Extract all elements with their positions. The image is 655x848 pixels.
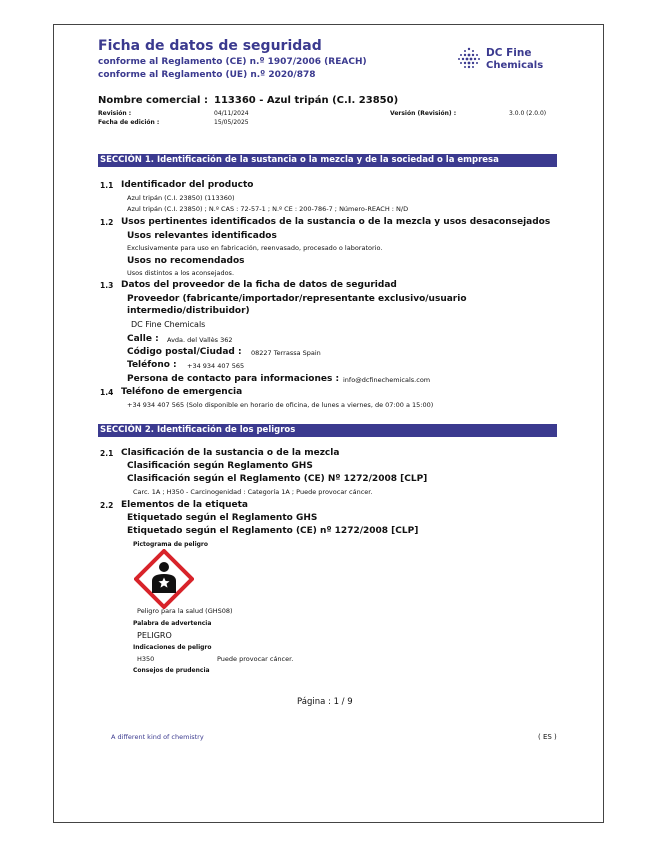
company-logo-icon bbox=[456, 46, 482, 72]
classification-heading: Clasificación de la sustancia o de la mezcla bbox=[121, 448, 340, 458]
supplier-heading: Datos del proveedor de la ficha de datos de seguridad bbox=[121, 280, 397, 290]
contact-email[interactable]: info@dcfinechemicals.com bbox=[343, 376, 431, 384]
pictogram-caption: Peligro para la salud (GHS08) bbox=[137, 607, 233, 615]
product-identifier-heading: Identificador del producto bbox=[121, 180, 254, 190]
ghs-labelling-heading: Etiquetado según el Reglamento GHS bbox=[127, 513, 318, 523]
precautionary-heading: Consejos de prudencia bbox=[133, 667, 210, 674]
edition-date-label: Fecha de edición : bbox=[98, 119, 160, 126]
clp-labelling-heading: Etiquetado según el Reglamento (CE) nº 1272/2008 [CLP] bbox=[127, 526, 419, 536]
signal-word-value: PELIGRO bbox=[137, 631, 172, 640]
phone-label: Teléfono : bbox=[127, 360, 177, 370]
subsection-number: 1.4 bbox=[100, 388, 114, 397]
pictogram-heading: Pictograma de peligro bbox=[133, 541, 208, 548]
not-recommended-heading: Usos no recomendados bbox=[127, 256, 245, 266]
footer-tagline: A different kind of chemistry bbox=[111, 733, 204, 741]
hazard-code: H350 bbox=[137, 655, 155, 663]
subsection-number: 2.1 bbox=[100, 449, 114, 458]
section-2-header: SECCIÓN 2. Identificación de los peligros bbox=[98, 424, 557, 437]
ghs-classification-heading: Clasificación según Reglamento GHS bbox=[127, 461, 313, 471]
not-recommended-text: Usos distintos a los aconsejados. bbox=[127, 269, 235, 277]
edition-date-value: 15/05/2025 bbox=[214, 119, 249, 126]
supplier-name: DC Fine Chemicals bbox=[131, 320, 206, 329]
relevant-uses-heading: Usos pertinentes identificados de la sustancia o de la mezcla y usos desaconsejados bbox=[121, 217, 551, 227]
emergency-phone-text: +34 934 407 565 (Solo disponible en horario de oficina, de lunes a viernes, de 07:00 a 15:00) bbox=[127, 401, 434, 409]
trade-name-value: 113360 - Azul tripán (C.I. 23850) bbox=[214, 95, 399, 106]
revision-label: Revisión : bbox=[98, 110, 132, 117]
subsection-number: 1.3 bbox=[100, 281, 114, 290]
revision-value: 04/11/2024 bbox=[214, 110, 249, 117]
relevant-uses-subheading: Usos relevantes identificados bbox=[127, 231, 277, 241]
emergency-phone-heading: Teléfono de emergencia bbox=[121, 387, 243, 397]
version-value: 3.0.0 (2.0.0) bbox=[509, 110, 547, 117]
product-identifier-line: Azul tripán (C.I. 23850) (113360) bbox=[127, 194, 235, 202]
document-page bbox=[53, 24, 604, 823]
health-hazard-pictogram-icon bbox=[134, 549, 194, 609]
hazard-text: Puede provocar cáncer. bbox=[217, 655, 294, 663]
logo-text-chemicals: Chemicals bbox=[486, 60, 544, 71]
regulation-reach: conforme al Reglamento (CE) n.º 1907/2006 (REACH) bbox=[98, 57, 367, 67]
street-value: Avda. del Vallès 362 bbox=[167, 336, 233, 344]
clp-classification-text: Carc. 1A ; H350 - Carcinogenidad : Categoría 1A ; Puede provocar cáncer. bbox=[133, 488, 373, 496]
postal-label: Código postal/Ciudad : bbox=[127, 347, 242, 357]
document-title: Ficha de datos de seguridad bbox=[98, 38, 322, 54]
regulation-ue: conforme al Reglamento (UE) n.º 2020/878 bbox=[98, 70, 316, 80]
clp-classification-heading: Clasificación según el Reglamento (CE) Nº 1272/2008 [CLP] bbox=[127, 474, 428, 484]
phone-value: +34 934 407 565 bbox=[187, 362, 245, 370]
relevant-uses-text: Exclusivamente para uso en fabricación, reenvasado, procesado o laboratorio. bbox=[127, 244, 383, 252]
postal-value: 08227 Terrassa Spain bbox=[251, 349, 321, 357]
trade-name-label: Nombre comercial : bbox=[98, 95, 208, 106]
subsection-number: 1.1 bbox=[100, 181, 114, 190]
version-label: Versión (Revisión) : bbox=[390, 110, 457, 117]
contact-label: Persona de contacto para informaciones : bbox=[127, 374, 340, 384]
supplier-subheading-line2: intermedio/distribuidor) bbox=[127, 306, 250, 316]
logo-text-dcfine: DC Fine bbox=[486, 47, 532, 59]
product-identifier-cas: Azul tripán (C.I. 23850) ; N.º CAS : 72-57-1 ; N.º CE : 200-786-7 ; Número-REACH : N/D bbox=[127, 205, 409, 213]
supplier-subheading-line1: Proveedor (fabricante/importador/representante exclusivo/usuario bbox=[127, 294, 467, 304]
subsection-number: 1.2 bbox=[100, 218, 114, 227]
hazard-statements-heading: Indicaciones de peligro bbox=[133, 644, 212, 651]
section-1-header: SECCIÓN 1. Identificación de la sustancia o la mezcla y de la sociedad o la empresa bbox=[98, 154, 557, 167]
signal-word-heading: Palabra de advertencia bbox=[133, 620, 212, 627]
subsection-number: 2.2 bbox=[100, 501, 114, 510]
label-elements-heading: Elementos de la etiqueta bbox=[121, 500, 248, 510]
page-number: Página : 1 / 9 bbox=[297, 697, 353, 707]
street-label: Calle : bbox=[127, 334, 159, 344]
footer-language-code: ( ES ) bbox=[538, 733, 557, 741]
